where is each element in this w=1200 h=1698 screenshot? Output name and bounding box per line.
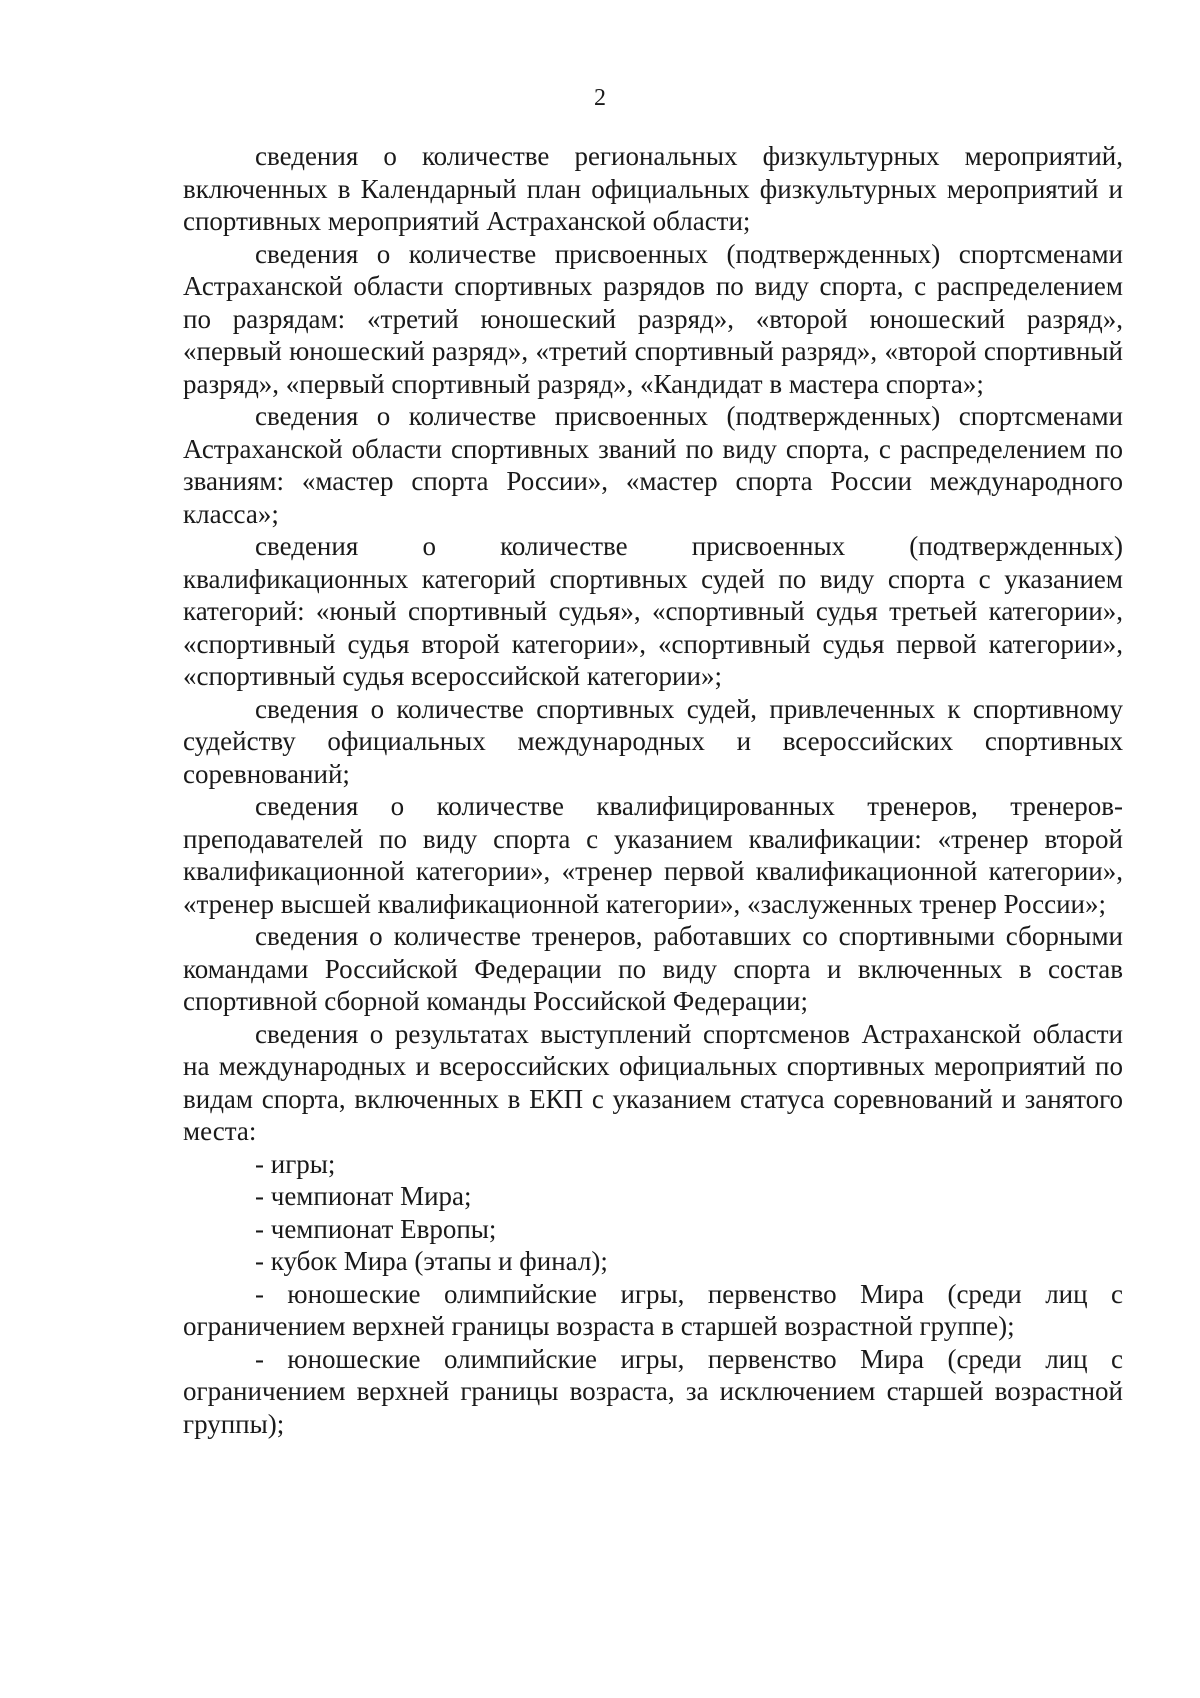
list-item-games: - игры; bbox=[255, 1148, 336, 1179]
list-item-world-cup: - кубок Мира (этапы и финал); bbox=[255, 1246, 608, 1276]
paragraph-qualified-coaches: сведения о количестве квалифицированных тренеров, тренеров-преподавателей по виду спорта с указанием квалификации: «тренер второй квалификационной категории», «тренер первой квалификационной категории», «тренер высшей квалификационной категории», «заслуженных тренер России»; bbox=[183, 791, 1123, 919]
list-item-youth-olympics-senior-group: - юношеские олимпийские игры, первенство Мира (среди лиц с ограничением верхней границы возраста в старшей возрастной группе); bbox=[183, 1278, 1123, 1341]
paragraph-judges-involved: сведения о количестве спортивных судей, привлеченных к спортивному судейству официальных международных и всероссийских спортивных соревнований; bbox=[183, 693, 1123, 789]
paragraph-national-team-coaches: сведения о количестве тренеров, работавших со спортивными сборными командами Российской Федерации по виду спорта и включенных в состав спортивной сборной команды Российской Федерации; bbox=[183, 921, 1123, 1016]
paragraph-sport-ranks: сведения о количестве присвоенных (подтвержденных) спортсменами Астраханской области спортивных разрядов по виду спорта, с распределением по разрядам: «третий юношеский разряд», «второй юношеский разряд», «первый юношеский разряд», «третий спортивный разряд», «второй спортивный разряд», «первый спортивный разряд», «Кандидат в мастера спорта»; bbox=[183, 238, 1123, 399]
list-item-world-championship: - чемпионат Мира; bbox=[255, 1181, 472, 1211]
list-item-european-championship: - чемпионат Европы; bbox=[255, 1213, 497, 1244]
paragraph-judge-categories: сведения о количестве присвоенных (подтвержденных) квалификационных категорий спортивных судей по виду спорта с указанием категорий: «юный спортивный судья», «спортивный судья третьей категории», «спортивный судья второй категории», «спортивный судья первой категории», «спортивный судья всероссийской категории»; bbox=[183, 531, 1123, 691]
page-number: 2 bbox=[594, 85, 606, 111]
list-item-youth-olympics-other-groups: - юношеские олимпийские игры, первенство Мира (среди лиц с ограничением верхней границы возраста, за исключением старшей возрастной группы); bbox=[183, 1343, 1123, 1439]
document-body bbox=[183, 140, 1123, 1440]
paragraph-competition-results: сведения о результатах выступлений спортсменов Астраханской области на международных и всероссийских официальных спортивных мероприятий по видам спорта, включенных в ЕКП с указанием статуса соревнований и занятого места: bbox=[183, 1018, 1123, 1146]
paragraph-sport-titles: сведения о количестве присвоенных (подтвержденных) спортсменами Астраханской области спортивных званий по виду спорта, с распределением по званиям: «мастер спорта России», «мастер спорта России международного класса»; bbox=[183, 401, 1123, 529]
paragraph-regional-events: сведения о количестве региональных физкультурных мероприятий, включенных в Календарный план официальных физкультурных мероприятий и спортивных мероприятий Астраханской области; bbox=[183, 141, 1123, 236]
